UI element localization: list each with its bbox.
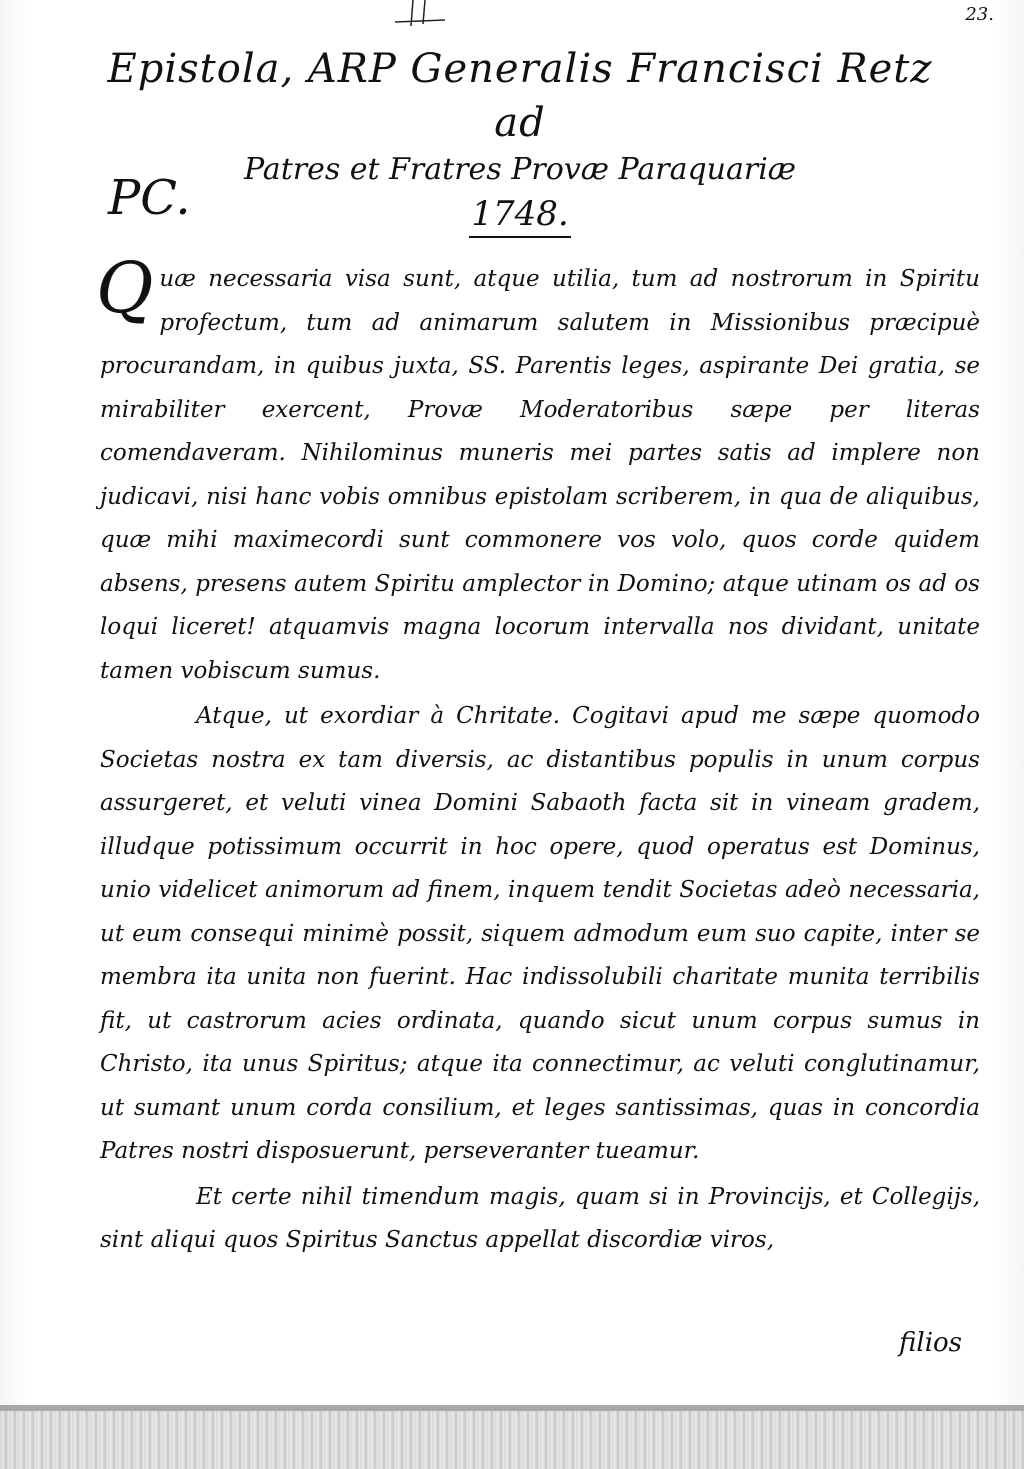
paragraph-text: t certe nihil timendum magis, quam si in Provincijs, et Collegijs, sint aliqui quos Spiritus Sanctus appellat discordiæ viros,	[100, 1183, 980, 1253]
title-year: 1748.	[469, 194, 570, 238]
catchword: filios	[899, 1328, 962, 1358]
paragraph-3	[100, 1176, 980, 1263]
paragraph-text: Atque, ut exordiar à Chritate. Cogitavi apud me sæpe quomodo Societas nostra ex tam diversis, ac distantibus populis in unum corpus assurgeret, et veluti vinea Domini Sabaoth facta sit in vineam gradem, illudque potissimum occurrit in hoc opere, quod operatus est Dominus, unio videlicet animorum ad finem, inquem tendit Societas adeò necessaria, ut eum consequi minimè possit, siquem admodum eum suo capite, inter se membra ita unita non fuerint. Hac indissolubili charitate munita terribilis fit, ut castrorum acies ordinata, quando sicut unum corpus sumus in Christo, ita unus Spiritus; atque ita connectimur, ac veluti conglutinamur, ut sumant unum corda consilium, et leges santissimas, quas in concordia Patres nostri disposuerunt, perseveranter tueamur.	[100, 703, 980, 1164]
title-line-1: Epistola, ARP Generalis Francisci Retz ad	[107, 46, 933, 146]
drop-cap: Q	[96, 247, 154, 329]
letter-body	[96, 247, 980, 1263]
ink-mark-icon	[385, 0, 455, 30]
title-line-2: Patres et Fratres Provæ Paraquariæ	[243, 152, 797, 187]
letter-title	[80, 42, 960, 247]
paragraph-1	[96, 247, 980, 693]
page-number: 23.	[965, 4, 994, 25]
drop-cap-inline: E	[196, 1183, 213, 1210]
salutation: PC.	[108, 170, 191, 226]
paragraph-2	[100, 695, 980, 1174]
paragraph-text: uæ necessaria visa sunt, atque utilia, tum ad nostrorum in Spiritu profectum, tum ad animarum salutem in Missionibus præcipuè procurandam, in quibus juxta, SS. Parentis leges, aspirante Dei gratia, se mirabiliter exercent, Provæ Moderatoribus sæpe per literas comendaveram. Nihilominus muneris mei partes satis ad implere non judicavi, nisi hanc vobis omnibus epistolam scriberem, in qua de aliquibus, quæ mihi maximecordi sunt commonere vos volo, quos corde quidem absens, presens autem Spiritu amplector in Domino; atque utinam os ad os loqui liceret! atquamvis magna locorum intervalla nos dividant, unitate tamen vobiscum sumus.	[100, 266, 980, 684]
binding-edge	[0, 1405, 1024, 1469]
